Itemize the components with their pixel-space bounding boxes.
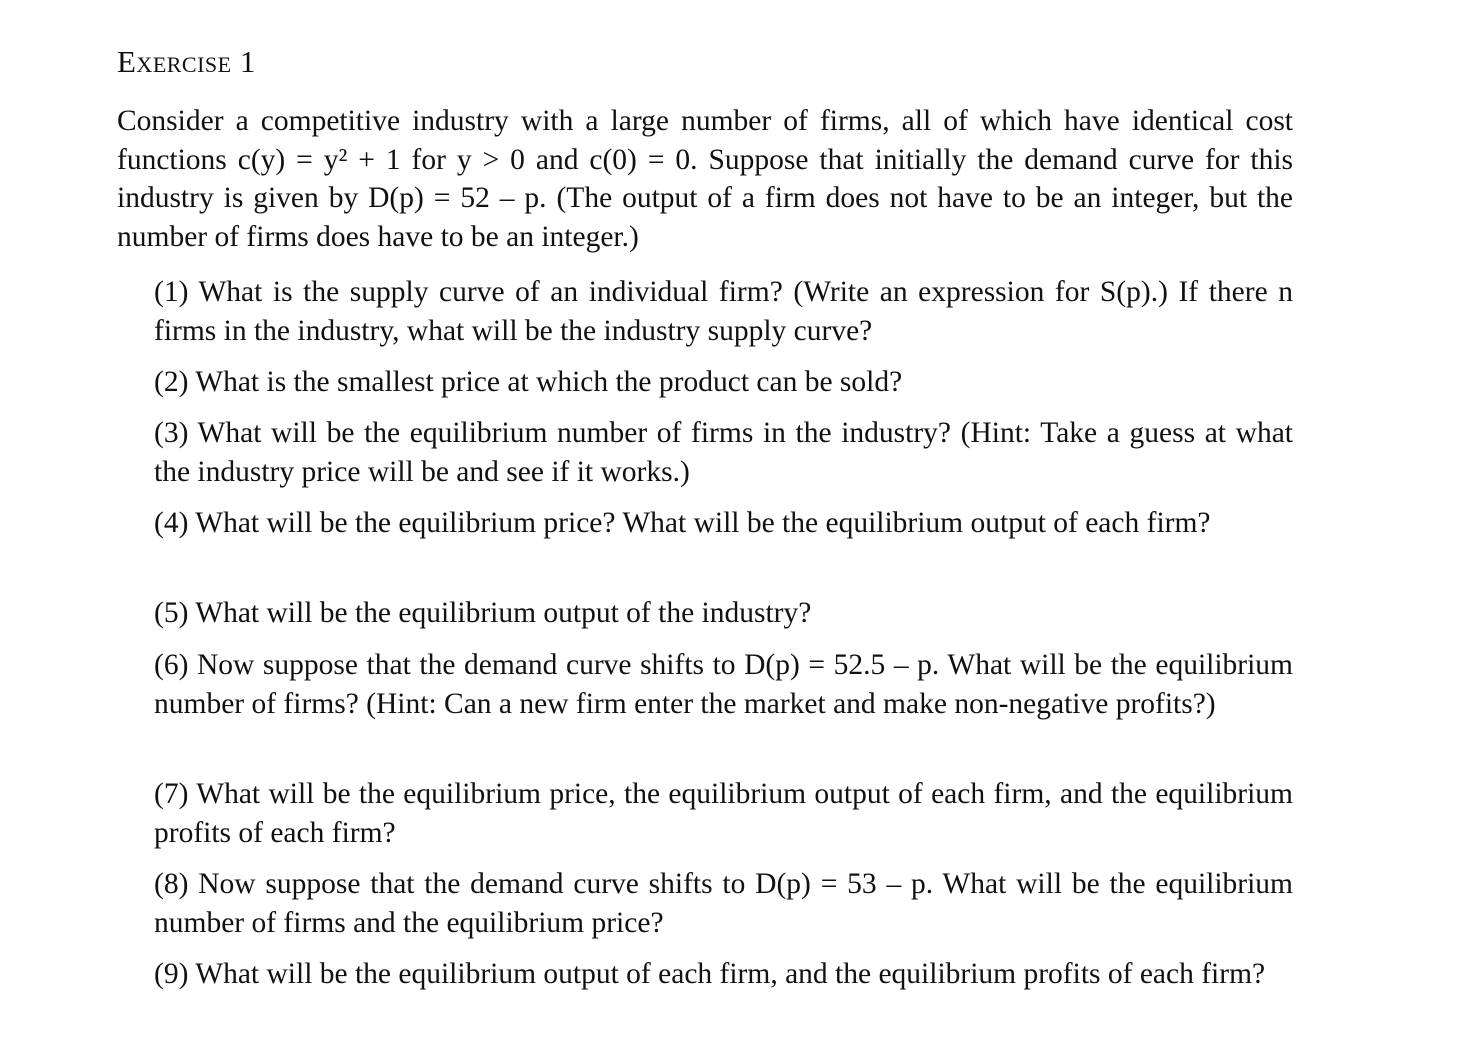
question-4: (4) What will be the equilibrium price? What will be the equilibrium output of each firm? — [154, 507, 1211, 539]
question-5: (5) What will be the equilibrium output of the industry? — [154, 597, 812, 629]
exercise-intro: Consider a competitive industry with a large number of firms, all of which have identical cost functions c(y) = y² + 1 for y > 0 and c(0) = 0. Suppose that initially the demand curve for this industry is given by D(p) = 52 – p. (The output of a firm does not have to be an integer, but the number of firms does have to be an integer.) — [117, 105, 1293, 254]
question-1: (1) What is the supply curve of an individual firm? (Write an expression for S(p).) If there n firms in the industry, what will be the industry supply curve? — [154, 276, 1293, 347]
exercise-heading: Exercise 1 — [117, 44, 256, 79]
question-2: (2) What is the smallest price at which the product can be sold? — [154, 366, 903, 398]
question-9: (9) What will be the equilibrium output of each firm, and the equilibrium profits of each firm? — [154, 958, 1266, 990]
question-7: (7) What will be the equilibrium price, the equilibrium output of each firm, and the equilibrium profits of each firm? — [154, 778, 1293, 849]
question-6: (6) Now suppose that the demand curve shifts to D(p) = 52.5 – p. What will be the equilibrium number of firms? (Hint: Can a new firm enter the market and make non-negative profits?) — [154, 649, 1293, 720]
question-3: (3) What will be the equilibrium number of firms in the industry? (Hint: Take a guess at what the industry price will be and see if it works.) — [154, 417, 1293, 488]
question-8: (8) Now suppose that the demand curve shifts to D(p) = 53 – p. What will be the equilibrium number of firms and the equilibrium price? — [154, 868, 1293, 939]
